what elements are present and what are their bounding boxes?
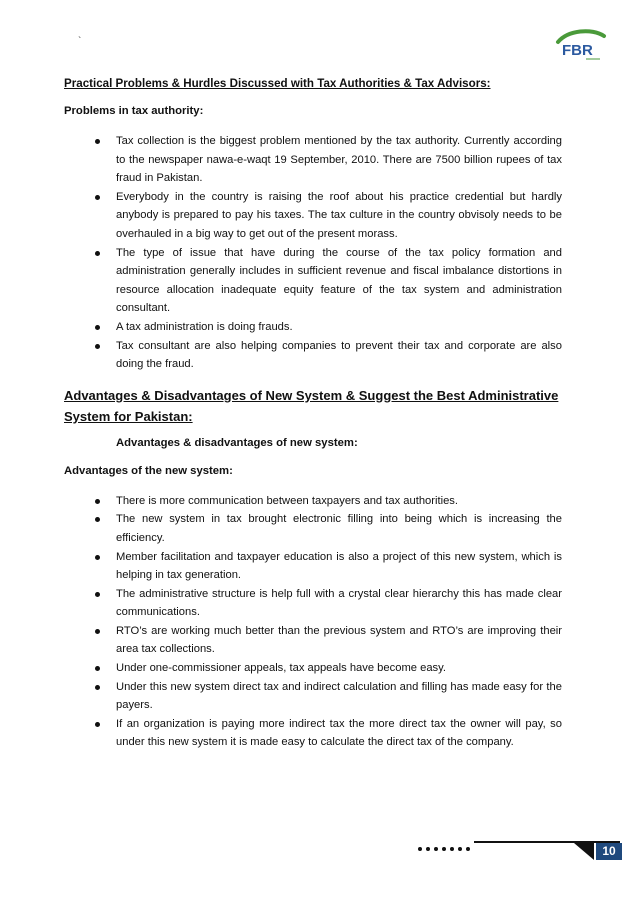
bullet-icon xyxy=(95,592,100,597)
list-item: Under one-commissioner appeals, tax appeals have become easy. xyxy=(64,659,562,678)
list-item: RTO’s are working much better than the previous system and RTO’s are improving their area tax collections. xyxy=(64,622,562,659)
list-item: The type of issue that have during the course of the tax policy formation and administration generally includes in sufficient revenue and fiscal imbalance distortions in resource allocation inadequate equity feature of the tax system and administration consultant. xyxy=(64,244,562,318)
footer-dots xyxy=(418,840,474,858)
section-1-title: Practical Problems & Hurdles Discussed with Tax Authorities & Tax Advisors: xyxy=(64,77,491,90)
bullet-icon xyxy=(95,195,100,200)
bullet-icon xyxy=(95,139,100,144)
bullet-icon xyxy=(95,685,100,690)
advantages-list xyxy=(64,492,562,752)
fbr-logo xyxy=(552,28,608,62)
list-item: Everybody in the country is raising the roof about his practice credential but hardly anybody is prepared to pay his taxes. The tax culture in the country obvisoly needs to be overhauled in a big way to get out of the present morass. xyxy=(64,188,562,244)
footer-corner-triangle xyxy=(574,843,594,860)
list-item: Tax collection is the biggest problem mentioned by the tax authority. Currently according to the newspaper nawa-e-waqt 19 September, 2010. There are 7500 billion rupees of tax fraud in Pakistan. xyxy=(64,132,562,188)
problems-list xyxy=(64,132,562,374)
page-number: 10 xyxy=(596,843,622,860)
list-item: The new system in tax brought electronic filling into being which is increasing the efficiency. xyxy=(64,510,562,547)
bullet-icon xyxy=(95,666,100,671)
bullet-icon xyxy=(95,517,100,522)
stray-mark: ` xyxy=(78,36,82,47)
list-item: There is more communication between taxpayers and tax authorities. xyxy=(64,492,562,511)
bullet-icon xyxy=(95,325,100,330)
list-item: If an organization is paying more indirect tax the more direct tax the owner will pay, so under this new system it is made easy to calculate the direct tax of the company. xyxy=(64,715,562,752)
bullet-icon xyxy=(95,629,100,634)
page-content xyxy=(64,76,562,763)
list-item: A tax administration is doing frauds. xyxy=(64,318,562,337)
bullet-icon xyxy=(95,555,100,560)
list-item: Member facilitation and taxpayer education is also a project of this new system, which is helping in tax generation. xyxy=(64,548,562,585)
section-2-title: Advantages & Disadvantages of New System & Suggest the Best Administrative System for Pakistan: xyxy=(64,387,559,424)
bullet-icon xyxy=(95,251,100,256)
section-1-subtitle: Problems in tax authority: xyxy=(64,105,204,117)
list-item: The administrative structure is help full with a crystal clear hierarchy this has made clear communications. xyxy=(64,585,562,622)
bullet-icon xyxy=(95,722,100,727)
logo-text: FBR xyxy=(562,42,593,59)
list-item: Under this new system direct tax and indirect calculation and filling has made easy for the payers. xyxy=(64,678,562,715)
section-2-subtitle-indented: Advantages & disadvantages of new system: xyxy=(116,436,358,449)
bullet-icon xyxy=(95,499,100,504)
section-2-subtitle: Advantages of the new system: xyxy=(64,464,233,477)
list-item: Tax consultant are also helping companies to prevent their tax and corporate are also doing the fraud. xyxy=(64,337,562,374)
bullet-icon xyxy=(95,344,100,349)
